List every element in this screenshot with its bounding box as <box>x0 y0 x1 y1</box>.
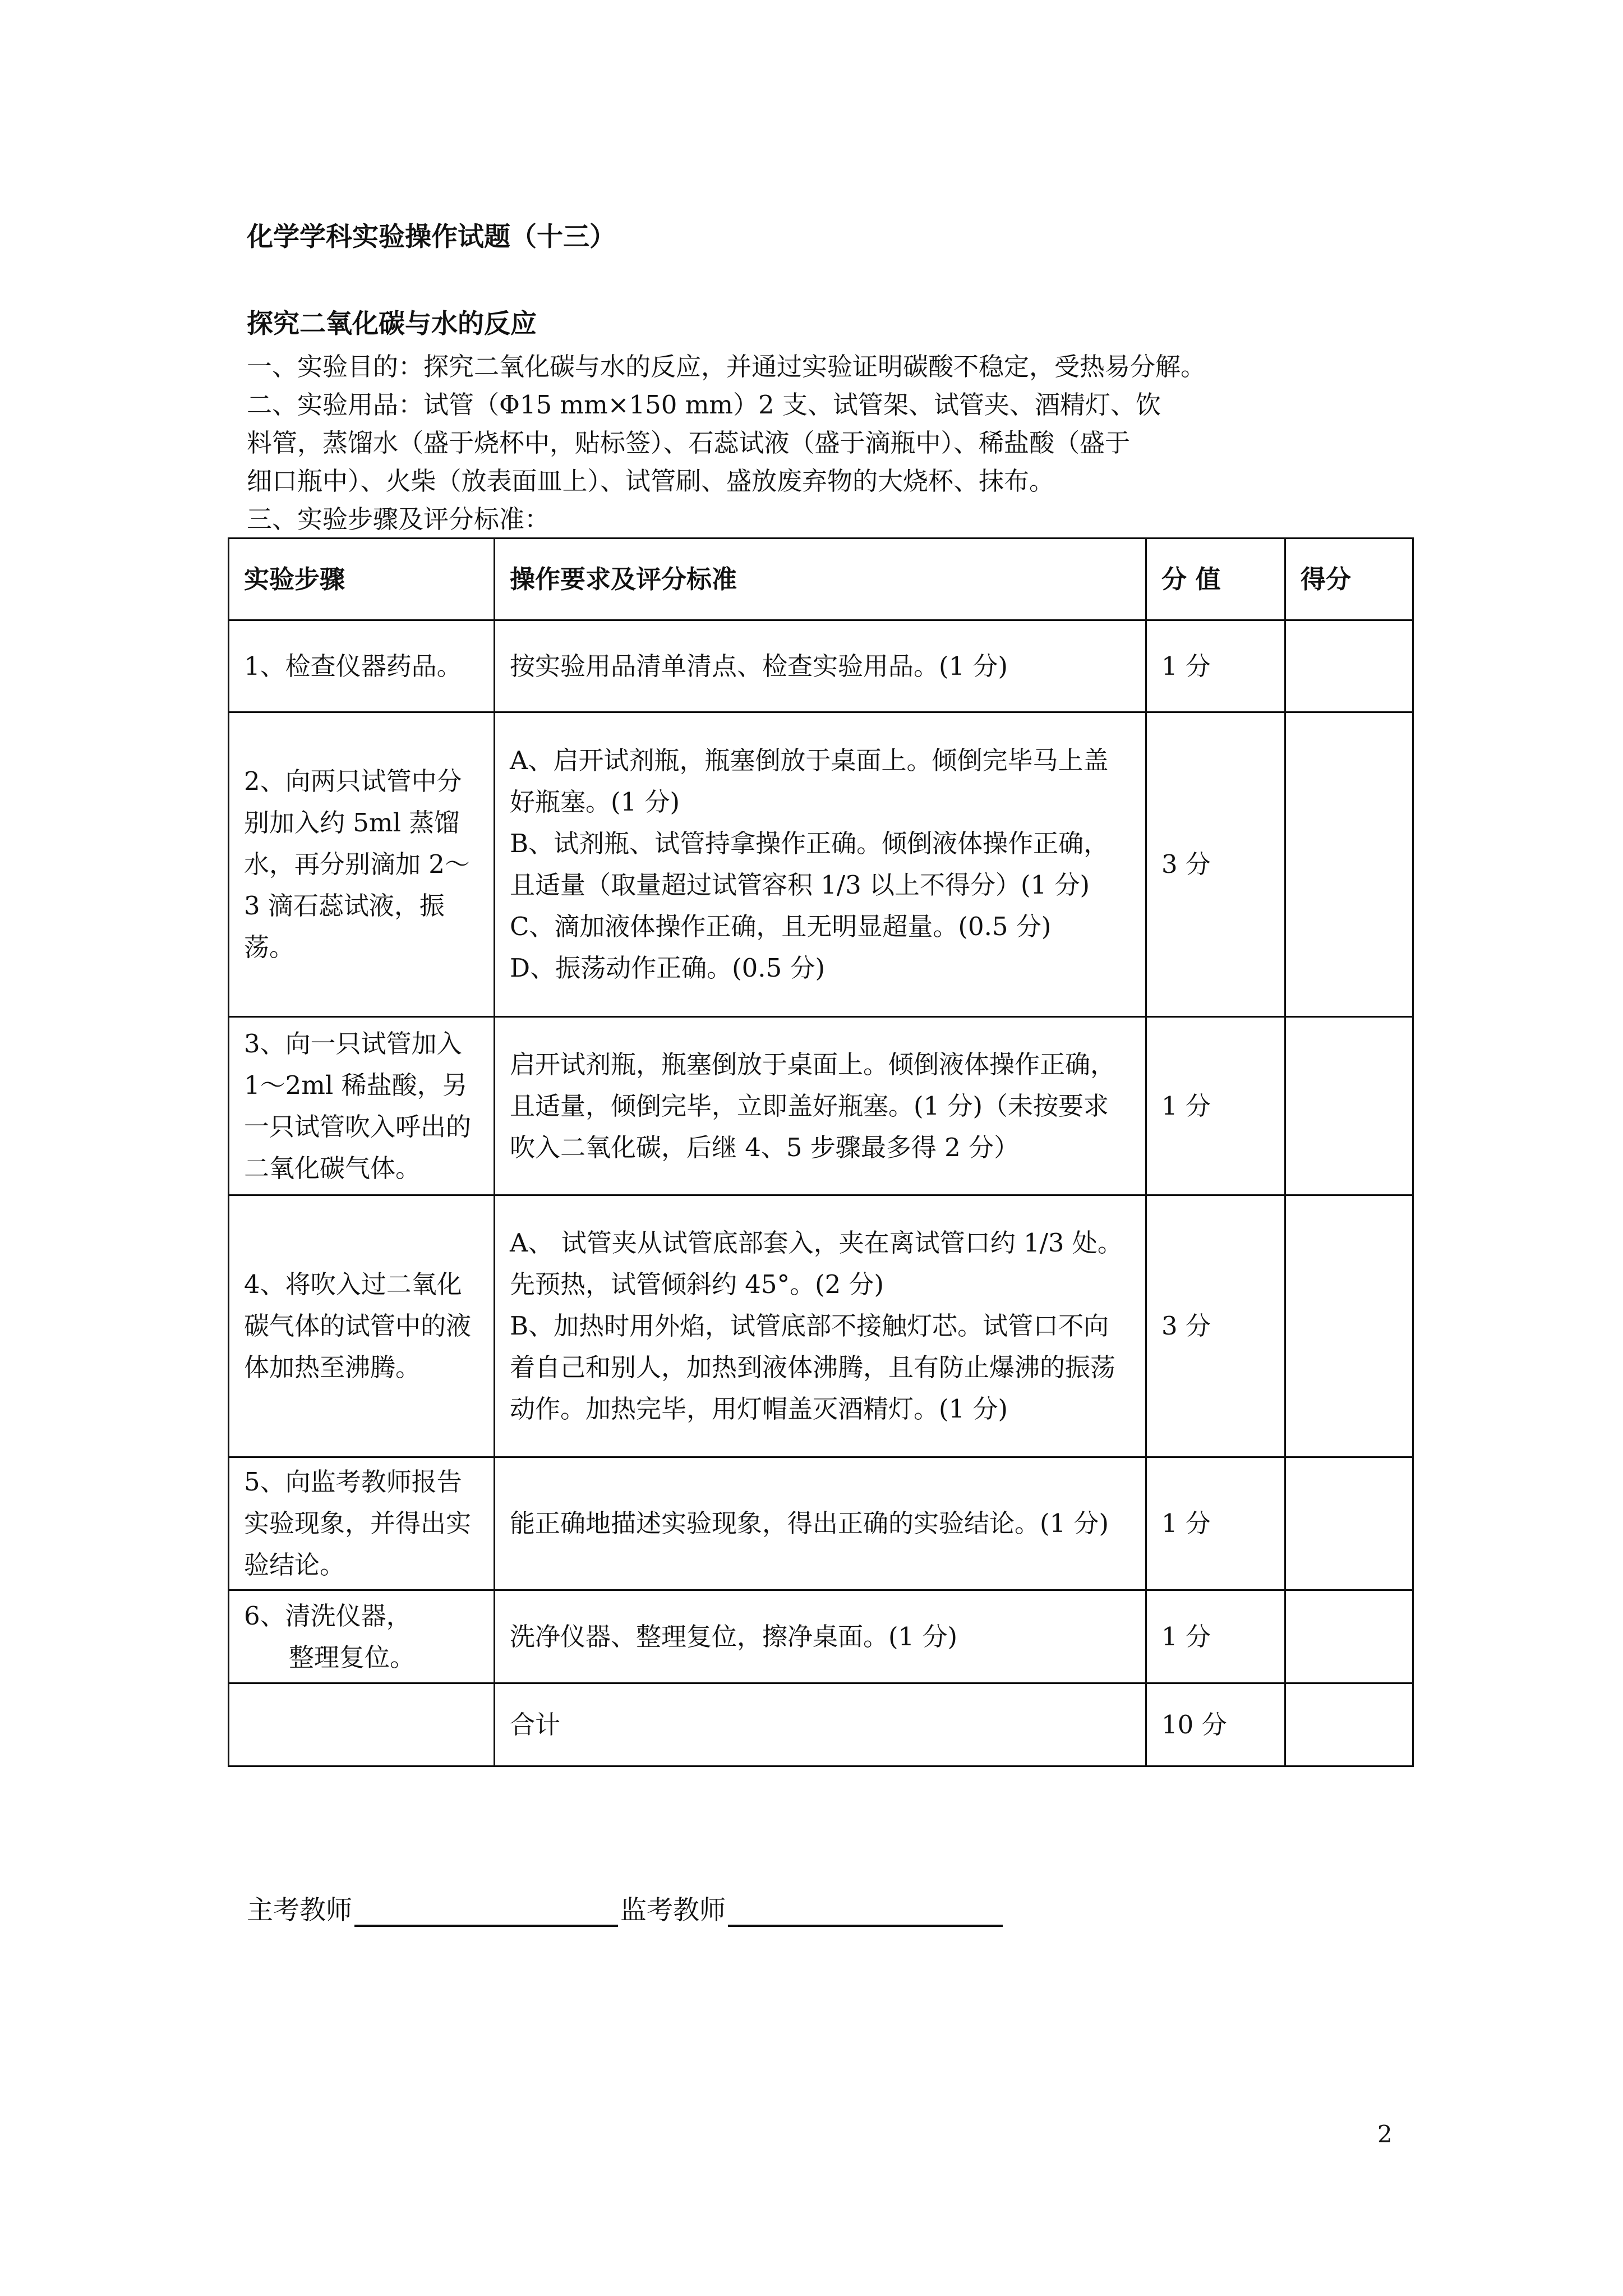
criteria-cell <box>495 1457 1146 1590</box>
intro-line: 料管，蒸馏水（盛于烧杯中，贴标签）、石蕊试液（盛于滴瓶中）、稀盐酸（盛于 <box>247 428 1131 458</box>
examiner-signature-field[interactable] <box>354 1899 618 1927</box>
criteria-cell <box>495 1017 1146 1195</box>
intro-line: 一、实验目的：探究二氧化碳与水的反应，并通过实验证明碳酸不稳定，受热易分解。 <box>247 352 1206 381</box>
scoring-table <box>228 537 1414 1767</box>
intro-line: 细口瓶中）、火柴（放表面皿上）、试管刷、盛放废弃物的大烧杯、抹布。 <box>247 466 1055 496</box>
obtained-cell <box>1285 712 1413 1017</box>
intro-line: 二、实验用品：试管（Φ15 mm×150 mm）2 支、试管架、试管夹、酒精灯、饮 <box>247 390 1161 420</box>
step-cell: 5、向监考教师报告实验现象，并得出实验结论。 <box>229 1457 495 1590</box>
step-line: 整理复位。 <box>289 1642 416 1672</box>
total-label: 合计 <box>510 1709 561 1740</box>
step-cell <box>229 1683 495 1766</box>
step-cell: 3、向一只试管加入 1～2ml 稀盐酸，另一只试管吹入呼出的二氧化碳气体。 <box>229 1017 495 1195</box>
header-step: 实验步骤 <box>229 539 495 620</box>
intro-line: 三、实验步骤及评分标准： <box>247 504 550 534</box>
score-cell: 3 分 <box>1146 1195 1285 1457</box>
table-row <box>229 1457 1413 1590</box>
table-row <box>229 1590 1413 1683</box>
criteria-item: 洗净仪器、整理复位，擦净桌面。(1 分) <box>510 1621 958 1651</box>
score-cell: 1 分 <box>1146 1017 1285 1195</box>
criteria-cell <box>495 1195 1146 1457</box>
criteria-item: C、滴加液体操作正确，且无明显超量。(0.5 分) <box>510 912 1052 941</box>
intro-block <box>247 348 1391 539</box>
criteria-cell <box>495 620 1146 712</box>
criteria-item: D、振荡动作正确。(0.5 分) <box>510 953 826 983</box>
proctor-signature-field[interactable] <box>728 1899 1003 1927</box>
criteria-item: 启开试剂瓶，瓶塞倒放于桌面上。倾倒液体操作正确，且适量，倾倒完毕，立即盖好瓶塞。(1 分)（未按要求吹入二氧化碳，后继 4、5 步骤最多得 2 分） <box>510 1049 1116 1162</box>
score-cell: 3 分 <box>1146 712 1285 1017</box>
total-score-cell: 10 分 <box>1146 1683 1285 1766</box>
criteria-item: A、 试管夹从试管底部套入，夹在离试管口约 1/3 处。先预热，试管倾斜约 45°。(2 分) <box>510 1228 1123 1299</box>
table-total-row <box>229 1683 1413 1766</box>
section-title: 探究二氧化碳与水的反应 <box>247 309 537 339</box>
criteria-item: B、试剂瓶、试管持拿操作正确。倾倒液体操作正确，且适量（取量超过试管容积 1/3 以上不得分）(1 分) <box>510 829 1109 900</box>
step-cell <box>229 1590 495 1683</box>
table-row <box>229 1195 1413 1457</box>
page-number: 2 <box>1377 2120 1393 2148</box>
examiner-label: 主考教师 <box>247 1895 352 1926</box>
header-score: 分 值 <box>1146 539 1285 620</box>
table-row <box>229 1017 1413 1195</box>
proctor-label: 监考教师 <box>620 1895 726 1926</box>
obtained-cell <box>1285 1457 1413 1590</box>
total-label-cell <box>495 1683 1146 1766</box>
signature-line <box>247 1889 1005 1927</box>
criteria-item: 按实验用品清单清点、检查实验用品。(1 分) <box>510 651 1008 681</box>
table-row <box>229 620 1413 712</box>
step-cell: 4、将吹入过二氧化碳气体的试管中的液体加热至沸腾。 <box>229 1195 495 1457</box>
table-row <box>229 712 1413 1017</box>
obtained-cell <box>1285 1195 1413 1457</box>
criteria-cell <box>495 712 1146 1017</box>
document-title: 化学学科实验操作试题（十三） <box>247 222 616 252</box>
criteria-item: A、启开试剂瓶，瓶塞倒放于桌面上。倾倒完毕马上盖好瓶塞。(1 分) <box>510 746 1109 817</box>
table-header-row <box>229 539 1413 620</box>
header-obtained: 得分 <box>1285 539 1413 620</box>
obtained-cell <box>1285 620 1413 712</box>
criteria-item: 能正确地描述实验现象，得出正确的实验结论。(1 分) <box>510 1508 1109 1538</box>
criteria-cell <box>495 1590 1146 1683</box>
obtained-cell <box>1285 1590 1413 1683</box>
header-criteria: 操作要求及评分标准 <box>495 539 1146 620</box>
criteria-item: B、加热时用外焰，试管底部不接触灯芯。试管口不向着自己和别人，加热到液体沸腾，且有防止爆沸的振荡动作。加热完毕，用灯帽盖灭酒精灯。(1 分) <box>510 1311 1116 1424</box>
score-cell: 1 分 <box>1146 1590 1285 1683</box>
obtained-cell <box>1285 1017 1413 1195</box>
step-cell: 2、向两只试管中分别加入约 5ml 蒸馏水，再分别滴加 2～3 滴石蕊试液，振荡。 <box>229 712 495 1017</box>
step-line: 6、清洗仪器， <box>244 1600 412 1631</box>
step-cell: 1、检查仪器药品。 <box>229 620 495 712</box>
obtained-cell <box>1285 1683 1413 1766</box>
score-cell: 1 分 <box>1146 620 1285 712</box>
score-cell: 1 分 <box>1146 1457 1285 1590</box>
